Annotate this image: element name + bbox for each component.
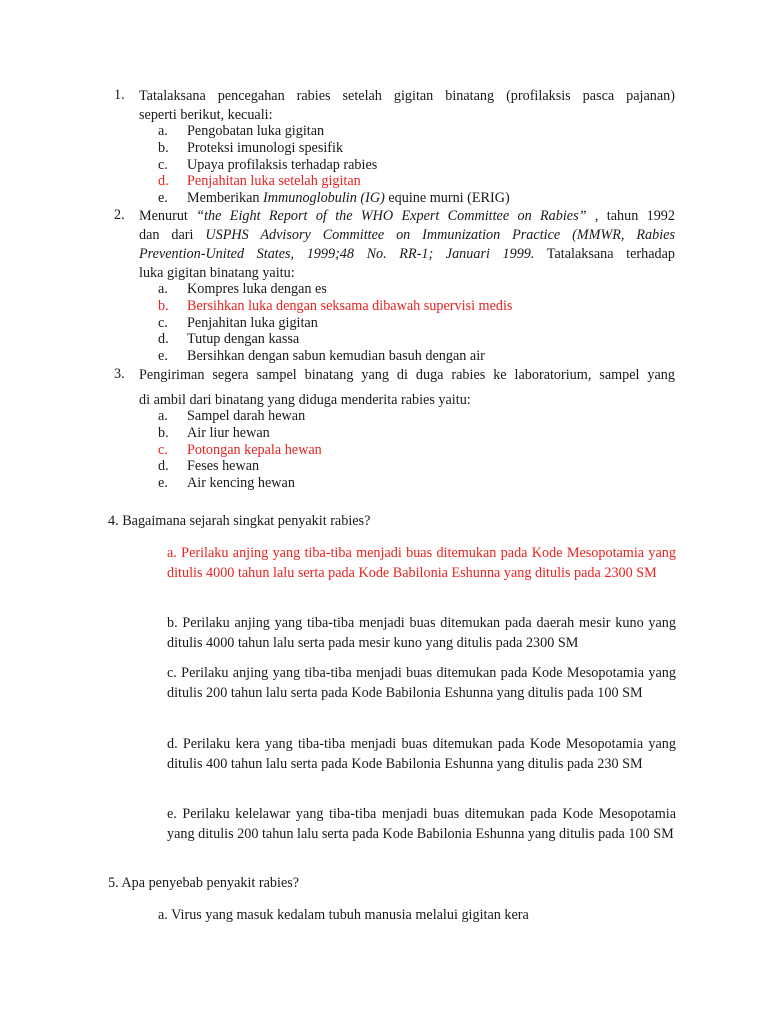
- option-c-answer: c. Potongan kepala hewan: [158, 441, 322, 458]
- option-e: e. Memberikan Immunoglobulin (IG) equine murni (ERIG): [158, 190, 510, 207]
- question-number: 3.: [114, 366, 125, 382]
- option-c: c. Penjahitan luka gigitan: [158, 314, 318, 331]
- question-heading: 4. Bagaimana sejarah singkat penyakit rabies?: [108, 513, 371, 529]
- option-c: c. Upaya profilaksis terhadap rabies: [158, 156, 378, 173]
- question-stem-line: seperti berikut, kecuali:: [139, 107, 273, 123]
- option-d: d. Tutup dengan kassa: [158, 331, 300, 348]
- question-stem-line: dan dari USPHS Advisory Committee on Immunization Practice (MMWR, Rabies: [139, 227, 676, 243]
- option-a: a. Pengobatan luka gigitan: [158, 123, 325, 139]
- question-stem-line: Menurut “the Eight Report of the WHO Expert Committee on Rabies” , tahun 1992: [139, 208, 675, 224]
- option-d: d. Perilaku kera yang tiba-tiba menjadi buas ditemukan pada Kode Mesopotamia yang ditulis 400 tahun lalu serta pada Kode Babilonia Eshunna yang ditulis pada 230 SM: [167, 736, 676, 772]
- question-stem-line: Pengiriman segera sampel binatang yang di duga rabies ke laboratorium, sampel yang: [139, 367, 675, 383]
- option-a: a. Sampel darah hewan: [158, 408, 306, 424]
- question-stem-line: di ambil dari binatang yang diduga menderita rabies yaitu:: [139, 392, 471, 408]
- option-a-answer: a. Perilaku anjing yang tiba-tiba menjadi buas ditemukan pada Kode Mesopotamia yang ditulis 4000 tahun lalu serta pada Kode Babilonia Eshunna yang ditulis pada 2300 SM: [167, 545, 676, 581]
- option-list: [158, 408, 322, 492]
- option-list: [158, 281, 512, 365]
- option-b: b. Perilaku anjing yang tiba-tiba menjadi buas ditemukan pada daerah mesir kuno yang ditulis 4000 tahun lalu serta pada mesir kuno yang ditulis pada 2300 SM: [167, 615, 676, 651]
- option-b-answer: b. Bersihkan luka dengan seksama dibawah supervisi medis: [158, 297, 513, 314]
- question-number: 2.: [114, 207, 125, 223]
- option-e: e. Bersihkan dengan sabun kemudian basuh dengan air: [158, 348, 485, 365]
- question-heading: 5. Apa penyebab penyakit rabies?: [108, 875, 300, 891]
- option-d-answer: d. Penjahitan luka setelah gigitan: [158, 173, 361, 190]
- question-number: 1.: [114, 87, 125, 103]
- option-a: a. Virus yang masuk kedalam tubuh manusia melalui gigitan kera: [158, 907, 529, 923]
- question-stem-line: Prevention-United States, 1999;48 No. RR-1; Januari 1999. Tatalaksana terhadap: [139, 246, 675, 262]
- option-b: b. Proteksi imunologi spesifik: [158, 139, 344, 156]
- option-c: c. Perilaku anjing yang tiba-tiba menjadi buas ditemukan pada Kode Mesopotamia yang ditulis 200 tahun lalu serta pada Kode Babilonia Eshunna yang ditulis pada 100 SM: [167, 665, 676, 701]
- option-e: e. Perilaku kelelawar yang tiba-tiba menjadi buas ditemukan pada Kode Mesopotamia yang ditulis 200 tahun lalu serta pada Kode Babilonia Eshunna yang ditulis pada 100 SM: [167, 806, 676, 842]
- question-stem-line: luka gigitan binatang yaitu:: [139, 265, 295, 281]
- option-e: e. Air kencing hewan: [158, 475, 295, 492]
- option-b: b. Air liur hewan: [158, 424, 270, 441]
- question-stem-line: Tatalaksana pencegahan rabies setelah gigitan binatang (profilaksis pasca pajanan): [139, 88, 675, 104]
- option-d: d. Feses hewan: [158, 458, 260, 475]
- option-a: a. Kompres luka dengan es: [158, 281, 327, 297]
- option-list: [158, 123, 510, 207]
